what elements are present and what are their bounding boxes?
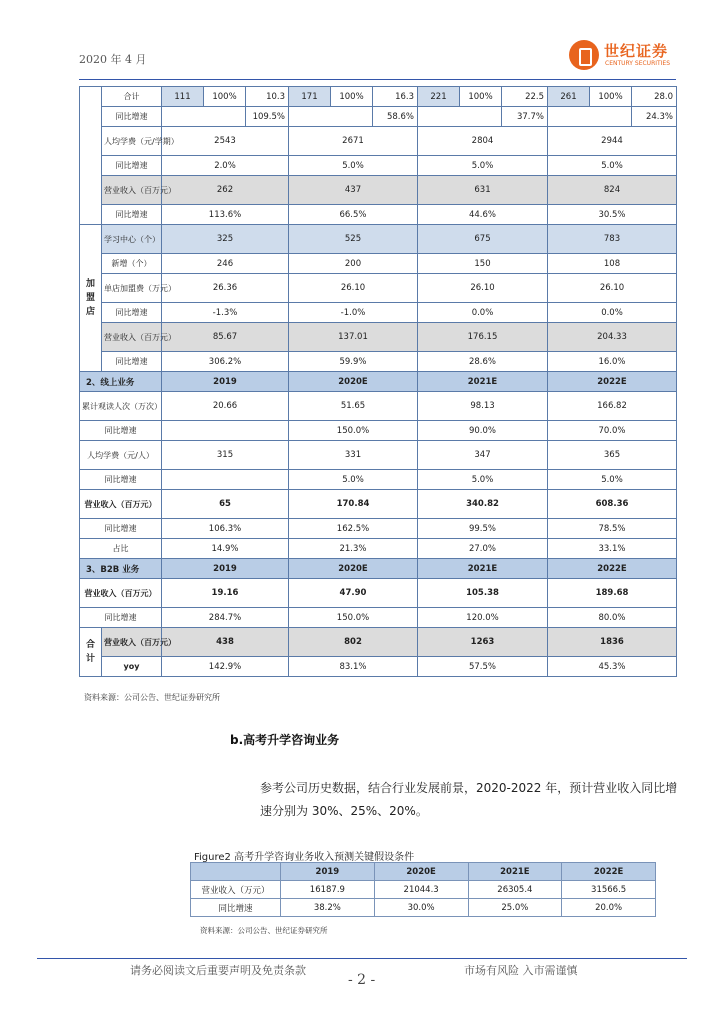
cell: 38.2% <box>281 899 375 917</box>
cell: 284.7% <box>162 608 289 628</box>
cell: 10.3 <box>246 87 289 107</box>
cell: 2804 <box>418 127 548 156</box>
row-label: 新增（个） <box>102 254 162 274</box>
cell: 1263 <box>418 628 548 657</box>
section-header-b2b <box>80 559 677 579</box>
cell: 27.0% <box>418 539 548 559</box>
cell: 108 <box>548 254 677 274</box>
cell: 5.0% <box>418 156 548 176</box>
header-date: 2020 年 4 月 <box>79 53 147 66</box>
table-row <box>80 579 677 608</box>
row-label: 学习中心（个） <box>102 225 162 254</box>
cell: 105.38 <box>418 579 548 608</box>
cell: 525 <box>289 225 418 254</box>
cell: 365 <box>548 441 677 470</box>
cell: 33.1% <box>548 539 677 559</box>
cell: 59.9% <box>289 352 418 372</box>
row-label: 单店加盟费（万元） <box>102 274 162 303</box>
cell <box>162 421 289 441</box>
cell: 90.0% <box>418 421 548 441</box>
cell: 51.65 <box>289 392 418 421</box>
year-header: 2022E <box>548 559 677 579</box>
cell: 783 <box>548 225 677 254</box>
row-label: 营业收入（万元） <box>191 881 281 899</box>
logo-text-en: CENTURY SECURITIES <box>605 60 671 67</box>
cell: 98.13 <box>418 392 548 421</box>
table-row <box>80 628 677 657</box>
cell: 26.10 <box>548 274 677 303</box>
cell: 0.0% <box>548 303 677 323</box>
company-logo <box>569 38 679 74</box>
table-row <box>80 657 677 677</box>
cell: 113.6% <box>162 205 289 225</box>
cell: 2.0% <box>162 156 289 176</box>
table-row <box>80 421 677 441</box>
cell: -1.3% <box>162 303 289 323</box>
cell: 120.0% <box>418 608 548 628</box>
table-row <box>80 254 677 274</box>
table-row <box>80 303 677 323</box>
header-divider <box>79 79 676 80</box>
table-row <box>80 608 677 628</box>
table-row <box>80 274 677 303</box>
year-header: 2020E <box>289 372 418 392</box>
cell: 608.36 <box>548 490 677 519</box>
year-header: 2019 <box>162 559 289 579</box>
franchise-side-label: 加 盟 店 <box>80 225 102 372</box>
table-row <box>80 441 677 470</box>
cell: 24.3% <box>632 107 677 127</box>
row-label: 营业收入（百万元） <box>80 490 162 519</box>
cell: 25.0% <box>468 899 562 917</box>
cell: 111 <box>162 87 204 107</box>
cell: 100% <box>204 87 246 107</box>
row-label: 同比增速 <box>80 421 162 441</box>
cell: 19.16 <box>162 579 289 608</box>
cell: 170.84 <box>289 490 418 519</box>
cell: 340.82 <box>418 490 548 519</box>
cell: 0.0% <box>418 303 548 323</box>
year-header: 2022E <box>562 863 656 881</box>
cell: 57.5% <box>418 657 548 677</box>
section-title: 3、B2B 业务 <box>80 559 162 579</box>
row-label: 同比增速 <box>80 470 162 490</box>
page-number: - 2 - <box>348 972 376 988</box>
cell: 100% <box>331 87 373 107</box>
cell: 438 <box>162 628 289 657</box>
table-row <box>80 323 677 352</box>
header-blank <box>191 863 281 881</box>
row-label: 累计观读人次（万次） <box>80 392 162 421</box>
cell: 30.0% <box>374 899 468 917</box>
cell: 306.2% <box>162 352 289 372</box>
cell: 176.15 <box>418 323 548 352</box>
cell: 5.0% <box>289 156 418 176</box>
cell: 150 <box>418 254 548 274</box>
row-label: 同比增速 <box>80 519 162 539</box>
cell <box>162 470 289 490</box>
cell: 70.0% <box>548 421 677 441</box>
cell: 2543 <box>162 127 289 156</box>
cell: 37.7% <box>502 107 548 127</box>
cell: 5.0% <box>548 470 677 490</box>
figure2-table <box>190 862 656 917</box>
cell: 58.6% <box>373 107 418 127</box>
cell: 142.9% <box>162 657 289 677</box>
cell: 20.66 <box>162 392 289 421</box>
table-row <box>191 881 656 899</box>
row-label: 同比增速 <box>102 303 162 323</box>
cell: 5.0% <box>548 156 677 176</box>
cell: 100% <box>460 87 502 107</box>
cell: 100% <box>590 87 632 107</box>
cell: 2944 <box>548 127 677 156</box>
cell: 325 <box>162 225 289 254</box>
row-label: 同比增速 <box>191 899 281 917</box>
row-label: 营业收入（百万元） <box>102 628 162 657</box>
cell: 166.82 <box>548 392 677 421</box>
cell: 5.0% <box>289 470 418 490</box>
logo-text-cn: 世纪证券 <box>604 42 669 60</box>
cell: 106.3% <box>162 519 289 539</box>
forecast-table <box>79 86 677 677</box>
cell: 150.0% <box>289 608 418 628</box>
cell: 22.5 <box>502 87 548 107</box>
footer-disclaimer: 请务必阅读文后重要声明及免责条款 <box>130 964 306 977</box>
cell: 5.0% <box>418 470 548 490</box>
row-label: 同比增速 <box>102 107 162 127</box>
table-source-note: 资料来源：公司公告、世纪证券研究所 <box>84 693 220 702</box>
cell: 99.5% <box>418 519 548 539</box>
cell: 44.6% <box>418 205 548 225</box>
table-row <box>80 352 677 372</box>
section-title: 2、线上业务 <box>80 372 162 392</box>
table-row <box>80 156 677 176</box>
cell: 78.5% <box>548 519 677 539</box>
table-row <box>80 176 677 205</box>
table-row <box>80 107 677 127</box>
cell: 802 <box>289 628 418 657</box>
row-label: 同比增速 <box>102 205 162 225</box>
table-row <box>80 470 677 490</box>
section-header-online <box>80 372 677 392</box>
cell: 14.9% <box>162 539 289 559</box>
table-row <box>80 539 677 559</box>
cell: 85.67 <box>162 323 289 352</box>
year-header: 2019 <box>162 372 289 392</box>
year-header: 2022E <box>548 372 677 392</box>
footer-divider <box>37 958 687 959</box>
cell: 28.6% <box>418 352 548 372</box>
cell: 21044.3 <box>374 881 468 899</box>
year-header: 2019 <box>281 863 375 881</box>
cell: 171 <box>289 87 331 107</box>
row-label: 同比增速 <box>102 156 162 176</box>
year-header: 2020E <box>289 559 418 579</box>
cell: 26.36 <box>162 274 289 303</box>
table-row <box>80 490 677 519</box>
cell: 45.3% <box>548 657 677 677</box>
row-label: yoy <box>102 657 162 677</box>
row-label: 人均学费（元/学期） <box>102 127 162 156</box>
row-label: 占比 <box>80 539 162 559</box>
year-header: 2021E <box>418 372 548 392</box>
cell: 204.33 <box>548 323 677 352</box>
cell: 20.0% <box>562 899 656 917</box>
row-label: 营业收入（百万元） <box>102 176 162 205</box>
cell: -1.0% <box>289 303 418 323</box>
year-header: 2020E <box>374 863 468 881</box>
cell: 331 <box>289 441 418 470</box>
cell: 262 <box>162 176 289 205</box>
cell: 65 <box>162 490 289 519</box>
cell: 437 <box>289 176 418 205</box>
cell: 189.68 <box>548 579 677 608</box>
cell: 631 <box>418 176 548 205</box>
table-row <box>80 87 677 107</box>
cell: 675 <box>418 225 548 254</box>
row-label: 人均学费（元/人） <box>80 441 162 470</box>
cell: 1836 <box>548 628 677 657</box>
side-cell <box>80 87 102 225</box>
cell: 26.10 <box>289 274 418 303</box>
cell: 31566.5 <box>562 881 656 899</box>
cell: 824 <box>548 176 677 205</box>
cell: 315 <box>162 441 289 470</box>
cell: 16187.9 <box>281 881 375 899</box>
year-header: 2021E <box>468 863 562 881</box>
cell: 2671 <box>289 127 418 156</box>
logo-mark-icon <box>569 40 599 70</box>
cell: 66.5% <box>289 205 418 225</box>
table-row <box>80 127 677 156</box>
cell: 16.0% <box>548 352 677 372</box>
cell: 347 <box>418 441 548 470</box>
table-row <box>80 205 677 225</box>
year-header: 2021E <box>418 559 548 579</box>
table-row <box>80 225 677 254</box>
row-label: 同比增速 <box>102 352 162 372</box>
cell: 246 <box>162 254 289 274</box>
body-paragraph-line1: 参考公司历史数据，结合行业发展前景，2020-2022 年，预计营业收入同比增 <box>260 781 678 795</box>
cell: 221 <box>418 87 460 107</box>
footer-risk-note: 市场有风险 入市需谨慎 <box>464 964 578 977</box>
total-side-label: 合 计 <box>80 628 102 677</box>
cell: 150.0% <box>289 421 418 441</box>
cell: 83.1% <box>289 657 418 677</box>
cell: 28.0 <box>632 87 677 107</box>
table-row <box>80 392 677 421</box>
cell: 26.10 <box>418 274 548 303</box>
body-paragraph-line2: 速分别为 30%、25%、20%。 <box>260 804 428 818</box>
cell: 162.5% <box>289 519 418 539</box>
figure-title: Figure2 高考升学咨询业务收入预测关键假设条件 <box>194 852 415 863</box>
table-header-row <box>191 863 656 881</box>
cell: 26305.4 <box>468 881 562 899</box>
cell: 137.01 <box>289 323 418 352</box>
cell: 109.5% <box>246 107 289 127</box>
cell: 80.0% <box>548 608 677 628</box>
row-label: 营业收入（百万元） <box>80 579 162 608</box>
cell: 21.3% <box>289 539 418 559</box>
row-label: 同比增速 <box>80 608 162 628</box>
cell: 30.5% <box>548 205 677 225</box>
cell: 47.90 <box>289 579 418 608</box>
row-label: 营业收入（百万元） <box>102 323 162 352</box>
row-label: 合计 <box>102 87 162 107</box>
table-row <box>191 899 656 917</box>
cell: 200 <box>289 254 418 274</box>
figure-source-note: 资料来源：公司公告、世纪证券研究所 <box>200 926 328 935</box>
table-row <box>80 519 677 539</box>
cell: 261 <box>548 87 590 107</box>
section-subheading: b.高考升学咨询业务 <box>230 733 340 747</box>
cell: 16.3 <box>373 87 418 107</box>
